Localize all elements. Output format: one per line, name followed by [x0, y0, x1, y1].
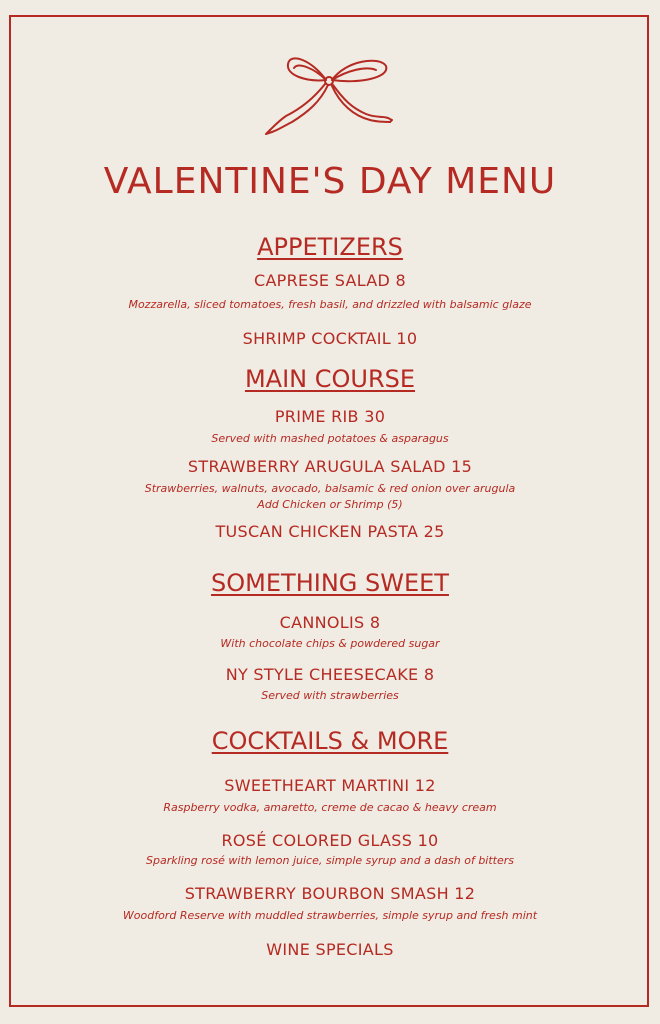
menu-item-description: Woodford Reserve with muddled strawberries, simple syrup and fresh mint [122, 909, 538, 922]
menu-item-sweetheart-martini: SWEETHEART MARTINI 12 [224, 776, 436, 795]
menu-item-strawberry-bourbon-smash: STRAWBERRY BOURBON SMASH 12 [184, 884, 476, 903]
ribbon-bow-icon [262, 50, 396, 138]
menu-item-description: Raspberry vodka, amaretto, creme de cacao & heavy cream [163, 801, 497, 814]
menu-item-cannolis: CANNOLIS 8 [279, 613, 381, 632]
section-heading-cocktails-and-more: COCKTAILS & MORE [211, 727, 449, 755]
menu-item-description: With chocolate chips & powdered sugar [220, 637, 440, 650]
menu-item-description: Sparkling rosé with lemon juice, simple syrup and a dash of bitters [145, 854, 515, 867]
menu-item-caprese-salad: CAPRESE SALAD 8 [253, 271, 407, 290]
menu-item-rose-colored-glass: ROSÉ COLORED GLASS 10 [221, 831, 439, 850]
menu-item-shrimp-cocktail: SHRIMP COCKTAIL 10 [242, 329, 418, 348]
menu-item-wine-specials: WINE SPECIALS [266, 940, 394, 959]
menu-item-tuscan-chicken-pasta: TUSCAN CHICKEN PASTA 25 [215, 522, 445, 541]
menu-item-addon: Add Chicken or Shrimp (5) [257, 498, 403, 511]
menu-item-description: Served with strawberries [261, 689, 399, 702]
menu-item-prime-rib: PRIME RIB 30 [274, 407, 386, 426]
menu-item-description: Mozzarella, sliced tomatoes, fresh basil, and drizzled with balsamic glaze [128, 298, 532, 311]
menu-title: VALENTINE'S DAY MENU [103, 161, 557, 202]
section-heading-something-sweet: SOMETHING SWEET [211, 569, 449, 597]
section-heading-appetizers: APPETIZERS [257, 233, 403, 261]
menu-item-description: Strawberries, walnuts, avocado, balsamic & red onion over arugula [144, 482, 516, 495]
menu-item-ny-style-cheesecake: NY STYLE CHEESECAKE 8 [225, 665, 435, 684]
menu-item-strawberry-arugula-salad: STRAWBERRY ARUGULA SALAD 15 [187, 457, 473, 476]
menu-item-description: Served with mashed potatoes & asparagus [211, 432, 449, 445]
section-heading-main-course: MAIN COURSE [244, 365, 416, 393]
